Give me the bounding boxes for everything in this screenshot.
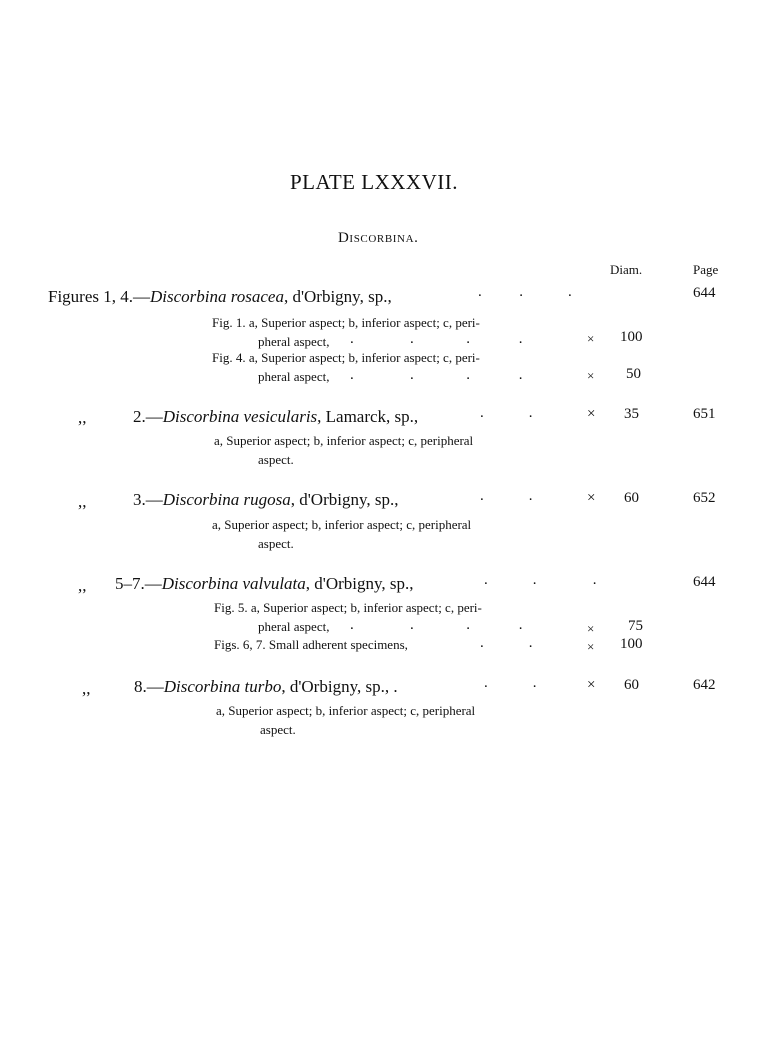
entry-prefix: 8.— [134,677,164,696]
page-number: 651 [693,406,716,422]
entry-heading [134,677,398,697]
ditto-mark: ,, [82,679,91,698]
figure-description: a, Superior aspect; b, inferior aspect; c, peripheral [216,703,476,718]
entry-heading [133,490,398,510]
species-name: Discorbina vesicularis [162,407,318,426]
figure-label: Fig. 1. [212,315,246,330]
figure-description-cont: pheral aspect, [258,619,330,634]
column-head-page: Page [693,262,719,277]
species-name: Discorbina turbo [163,677,282,696]
leader-dots: . . [480,488,533,504]
magnification-value: 50 [626,366,641,382]
section-title: Discorbina. [338,230,419,246]
figure-description-cont: aspect. [258,536,294,551]
entry-prefix: 3.— [133,490,163,509]
page-number: 644 [693,285,716,301]
figure-label: Fig. 4. [212,350,246,365]
magnification-value: 100 [620,329,643,345]
magnification-sign: × [587,406,596,422]
species-author: , d'Orbigny, sp., . [281,677,398,696]
species-author: , Lamarck, sp., [317,407,419,426]
leader-dots: . . [484,675,537,691]
ditto-mark: ,, [78,408,87,427]
page-number: 644 [693,574,716,590]
plate-title: PLATE LXXXVII. [290,170,458,194]
entry-heading [48,287,392,307]
species-name: Discorbina rosacea [150,287,284,306]
page-number: 652 [693,490,716,506]
figure-description-cont: pheral aspect, [258,369,330,384]
figure-description [214,600,482,616]
figure-description [212,350,480,366]
figure-description: a, Superior aspect; b, inferior aspect; c, peripheral [214,433,474,448]
magnification-value: 60 [624,677,639,693]
entry-heading [133,407,418,427]
magnification-sign: × [587,331,595,346]
species-author: , d'Orbigny, sp., [290,490,399,509]
magnification-value: 75 [628,618,643,634]
figure-description: Figs. 6, 7. Small adherent specimens, [214,637,408,652]
figure-text: a, Superior aspect; b, inferior aspect; c, peri- [248,315,480,330]
magnification-sign: × [587,677,596,693]
magnification-value: 100 [620,636,643,652]
leader-dots: . . . . [350,617,523,633]
figure-text: a, Superior aspect; b, inferior aspect; c, peri- [250,600,482,615]
leader-dots: . . . . [350,331,523,347]
figure-description-cont: aspect. [260,722,296,737]
leader-dots: . . [480,405,533,421]
entry-heading [115,574,414,594]
entry-prefix: 5–7.— [115,574,162,593]
magnification-sign: × [587,621,595,636]
leader-dots: . . . [484,572,597,588]
magnification-sign: × [587,490,596,506]
leader-dots: . . . [478,284,572,300]
magnification-value: 35 [624,406,639,422]
figure-text: a, Superior aspect; b, inferior aspect; c, peri- [248,350,480,365]
magnification-value: 60 [624,490,639,506]
figure-description-cont: aspect. [258,452,294,467]
species-name: Discorbina valvulata [161,574,306,593]
species-author: , d'Orbigny, sp., [283,287,392,306]
page-number: 642 [693,677,716,693]
entry-prefix: 2.— [133,407,163,426]
leader-dots: . . . . [350,367,523,383]
magnification-sign: × [587,368,595,383]
species-name: Discorbina rugosa [162,490,291,509]
magnification-sign: × [587,639,595,654]
ditto-mark: ,, [78,576,87,595]
column-head-diam: Diam. [610,262,643,277]
leader-dots: . . [480,635,533,651]
entry-prefix: Figures 1, 4.— [48,287,150,306]
species-author: , d'Orbigny, sp., [305,574,414,593]
figure-description-cont: pheral aspect, [258,334,330,349]
figure-description [212,315,480,331]
ditto-mark: ,, [78,492,87,511]
figure-description: a, Superior aspect; b, inferior aspect; c, peripheral [212,517,472,532]
figure-label: Fig. 5. [214,600,248,615]
